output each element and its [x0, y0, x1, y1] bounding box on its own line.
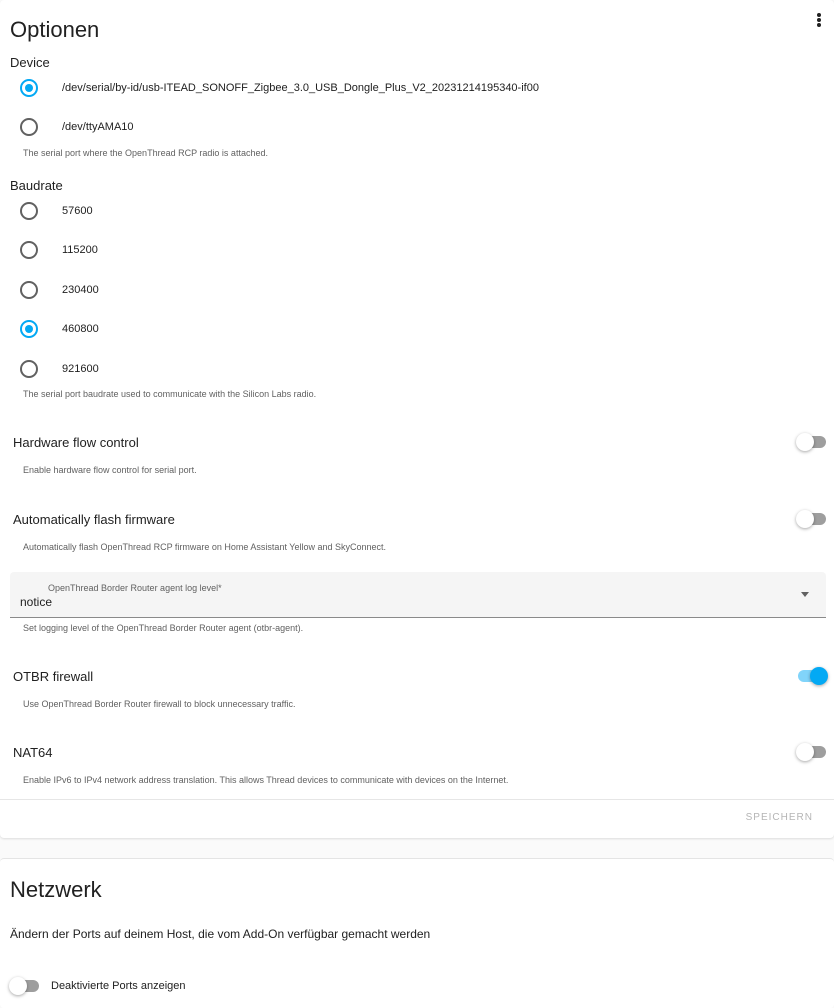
divider: [0, 799, 834, 800]
firewall-toggle[interactable]: [796, 668, 828, 684]
toggle-thumb: [9, 977, 27, 995]
device-helper: The serial port where the OpenThread RCP radio is attached.: [23, 148, 268, 158]
toggle-thumb: [810, 667, 828, 685]
network-description: Ändern der Ports auf deinem Host, die vom Add-On verfügbar gemacht werden: [10, 927, 431, 941]
device-option-1[interactable]: [20, 115, 134, 139]
firewall-title: OTBR firewall: [13, 669, 94, 684]
toggle-thumb: [796, 510, 814, 528]
baudrate-option-0[interactable]: [20, 199, 93, 223]
nat64-title: NAT64: [13, 745, 53, 760]
show-disabled-ports-toggle[interactable]: [9, 978, 41, 994]
nat64-helper: Enable IPv6 to IPv4 network address translation. This allows Thread devices to communicate with devices on the Internet.: [23, 775, 509, 785]
baudrate-option-label: 230400: [62, 284, 99, 296]
network-card: [0, 858, 834, 1008]
device-label: Device: [10, 55, 50, 70]
baudrate-option-label: 57600: [62, 205, 93, 217]
hardware-flow-helper: Enable hardware flow control for serial port.: [23, 465, 197, 475]
toggle-thumb: [796, 743, 814, 761]
show-disabled-ports-label: Deaktivierte Ports anzeigen: [51, 980, 186, 992]
hardware-flow-toggle[interactable]: [796, 434, 828, 450]
baudrate-option-3[interactable]: [20, 317, 99, 341]
save-button[interactable]: SPEICHERN: [740, 811, 819, 824]
log-level-label: OpenThread Border Router agent log level*: [48, 583, 222, 593]
device-option-label: /dev/ttyAMA10: [62, 121, 134, 133]
log-level-select[interactable]: [10, 572, 826, 618]
device-option-0[interactable]: [20, 76, 539, 100]
baudrate-option-label: 921600: [62, 363, 99, 375]
radio-button[interactable]: [20, 360, 38, 378]
baudrate-option-2[interactable]: [20, 278, 99, 302]
more-vert-icon[interactable]: [816, 13, 822, 27]
radio-button[interactable]: [20, 320, 38, 338]
baudrate-helper: The serial port baudrate used to communicate with the Silicon Labs radio.: [23, 389, 317, 399]
auto-flash-helper: Automatically flash OpenThread RCP firmware on Home Assistant Yellow and SkyConnect.: [23, 542, 387, 552]
log-level-value: notice: [20, 595, 53, 609]
radio-button[interactable]: [20, 118, 38, 136]
caret-down-icon[interactable]: [801, 592, 809, 597]
radio-button[interactable]: [20, 281, 38, 299]
device-option-label: /dev/serial/by-id/usb-ITEAD_SONOFF_Zigbee_3.0_USB_Dongle_Plus_V2_20231214195340-if00: [62, 82, 539, 94]
options-title: Optionen: [10, 17, 100, 42]
nat64-toggle[interactable]: [796, 744, 828, 760]
radio-button[interactable]: [20, 241, 38, 259]
radio-button[interactable]: [20, 79, 38, 97]
auto-flash-title: Automatically flash firmware: [13, 512, 175, 527]
baudrate-option-label: 115200: [62, 244, 98, 256]
baudrate-option-label: 460800: [62, 323, 99, 335]
baudrate-label: Baudrate: [10, 178, 63, 193]
radio-button[interactable]: [20, 202, 38, 220]
firewall-helper: Use OpenThread Border Router firewall to block unnecessary traffic.: [23, 699, 296, 709]
log-level-helper: Set logging level of the OpenThread Border Router agent (otbr-agent).: [23, 623, 304, 633]
network-title: Netzwerk: [10, 877, 102, 902]
auto-flash-toggle[interactable]: [796, 511, 828, 527]
baudrate-option-4[interactable]: [20, 357, 99, 381]
toggle-thumb: [796, 433, 814, 451]
baudrate-option-1[interactable]: [20, 238, 98, 262]
hardware-flow-title: Hardware flow control: [13, 435, 139, 450]
